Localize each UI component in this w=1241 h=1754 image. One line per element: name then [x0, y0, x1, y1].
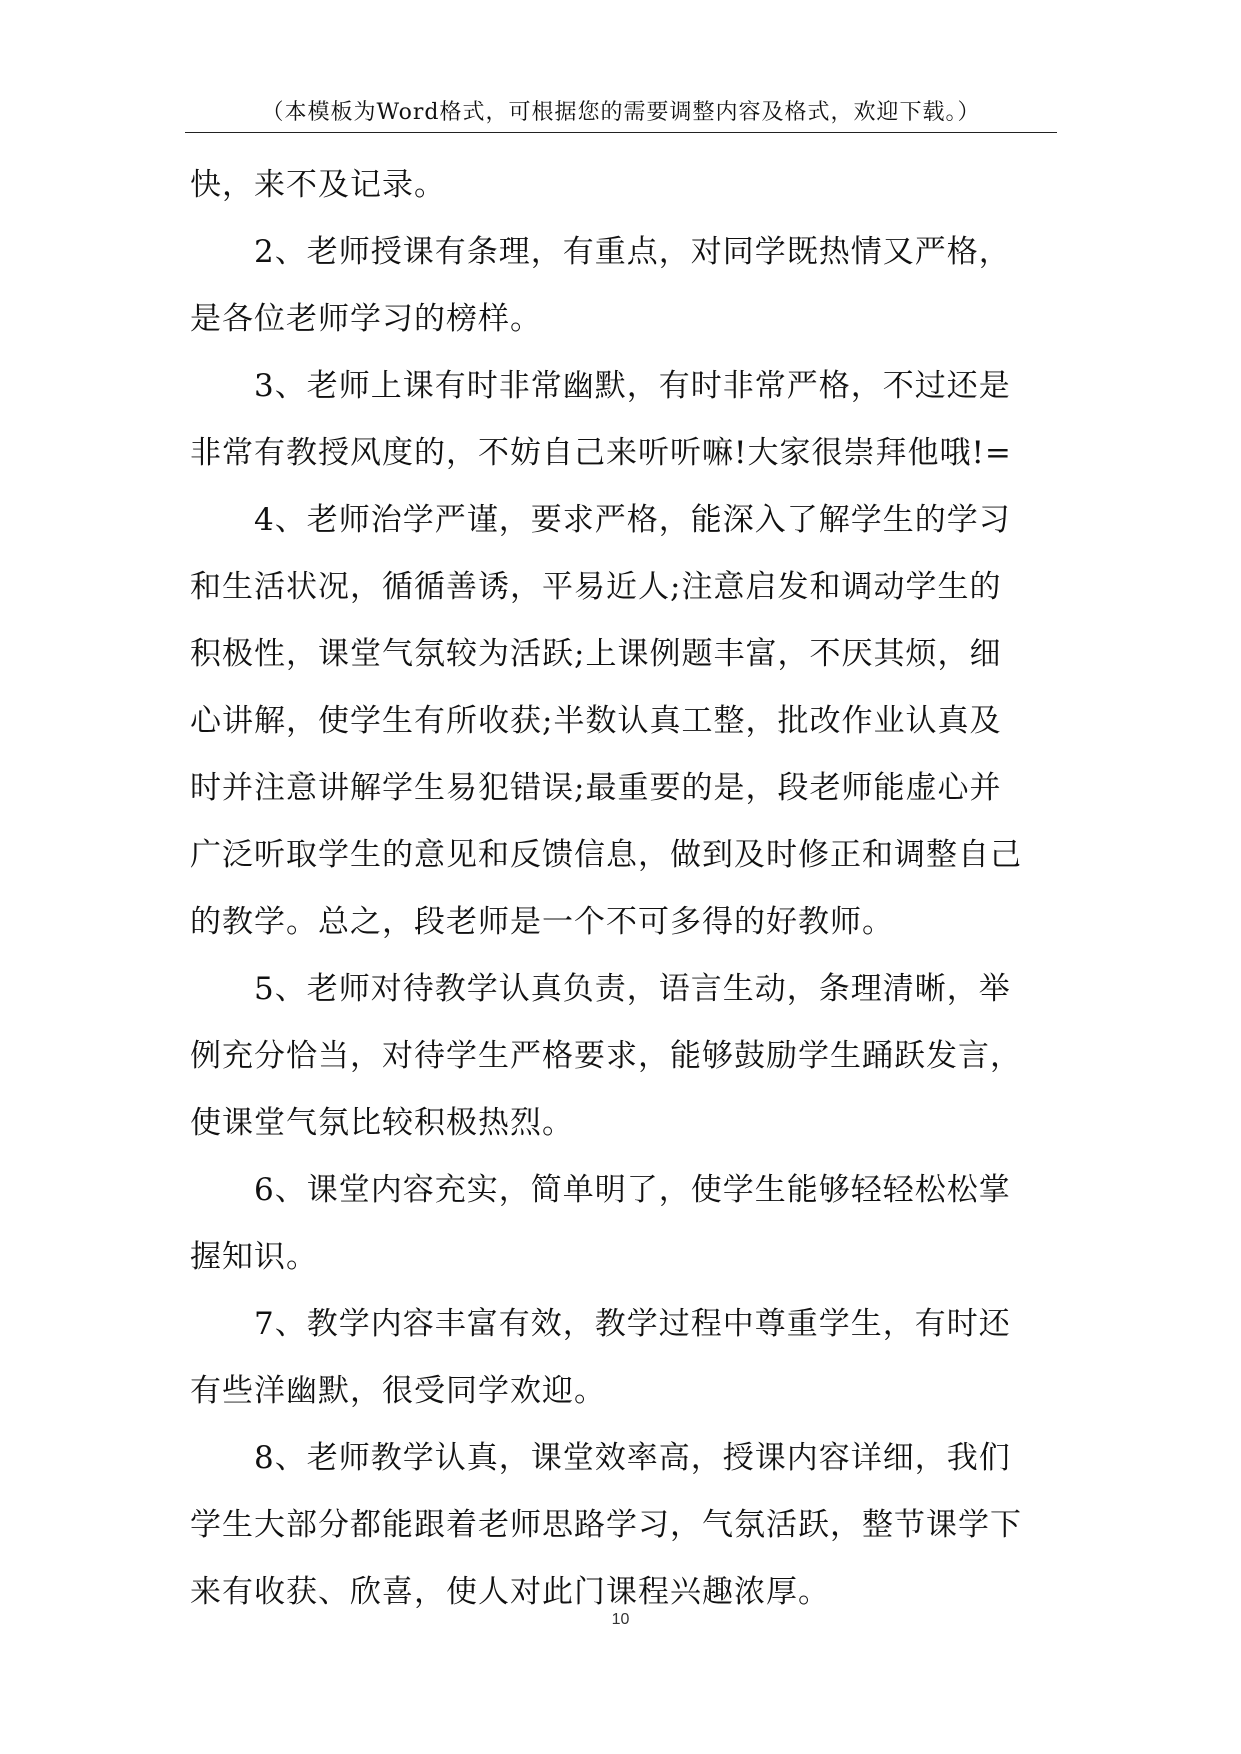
text-line: 学生大部分都能跟着老师思路学习，气氛活跃，整节课学下	[190, 1507, 1022, 1543]
text-line: 快，来不及记录。	[190, 167, 446, 203]
text-line: 有些洋幽默，很受同学欢迎。	[190, 1373, 606, 1409]
text-line: 广泛听取学生的意见和反馈信息，做到及时修正和调整自己	[190, 837, 1022, 873]
text-line: 是各位老师学习的榜样。	[190, 301, 542, 337]
text-line: 2、老师授课有条理，有重点，对同学既热情又严格，	[254, 234, 1011, 270]
text-line: 7、教学内容丰富有效，教学过程中尊重学生，有时还	[254, 1306, 1011, 1342]
text-line: 握知识。	[190, 1239, 318, 1275]
text-line: 8、老师教学认真，课堂效率高，授课内容详细，我们	[254, 1440, 1011, 1476]
text-line: 积极性，课堂气氛较为活跃;上课例题丰富，不厌其烦，细	[190, 636, 1002, 672]
document-body	[190, 152, 1060, 1626]
text-line: 3、老师上课有时非常幽默，有时非常严格，不过还是	[254, 368, 1011, 404]
text-line: 和生活状况，循循善诱，平易近人;注意启发和调动学生的	[190, 569, 1002, 605]
text-line: 的教学。总之，段老师是一个不可多得的好教师。	[190, 904, 894, 940]
text-line: 心讲解，使学生有所收获;半数认真工整，批改作业认真及	[190, 703, 1002, 739]
page-number: 10	[611, 1611, 630, 1628]
text-line: 6、课堂内容充实，简单明了，使学生能够轻轻松松掌	[254, 1172, 1011, 1208]
text-line: 使课堂气氛比较积极热烈。	[190, 1105, 574, 1141]
text-line: 非常有教授风度的，不妨自己来听听嘛!大家很崇拜他哦!=	[190, 435, 1012, 471]
text-line: 4、老师治学严谨，要求严格，能深入了解学生的学习	[254, 502, 1011, 538]
text-line: 5、老师对待教学认真负责，语言生动，条理清晰，举	[254, 971, 1011, 1007]
text-line: 例充分恰当，对待学生严格要求，能够鼓励学生踊跃发言，	[190, 1038, 1022, 1074]
header-rule	[185, 132, 1057, 133]
page-header: （本模板为Word格式，可根据您的需要调整内容及格式，欢迎下载。）	[261, 100, 981, 125]
text-line: 时并注意讲解学生易犯错误;最重要的是，段老师能虚心并	[190, 770, 1002, 806]
text-line: 来有收获、欣喜，使人对此门课程兴趣浓厚。	[190, 1574, 830, 1610]
